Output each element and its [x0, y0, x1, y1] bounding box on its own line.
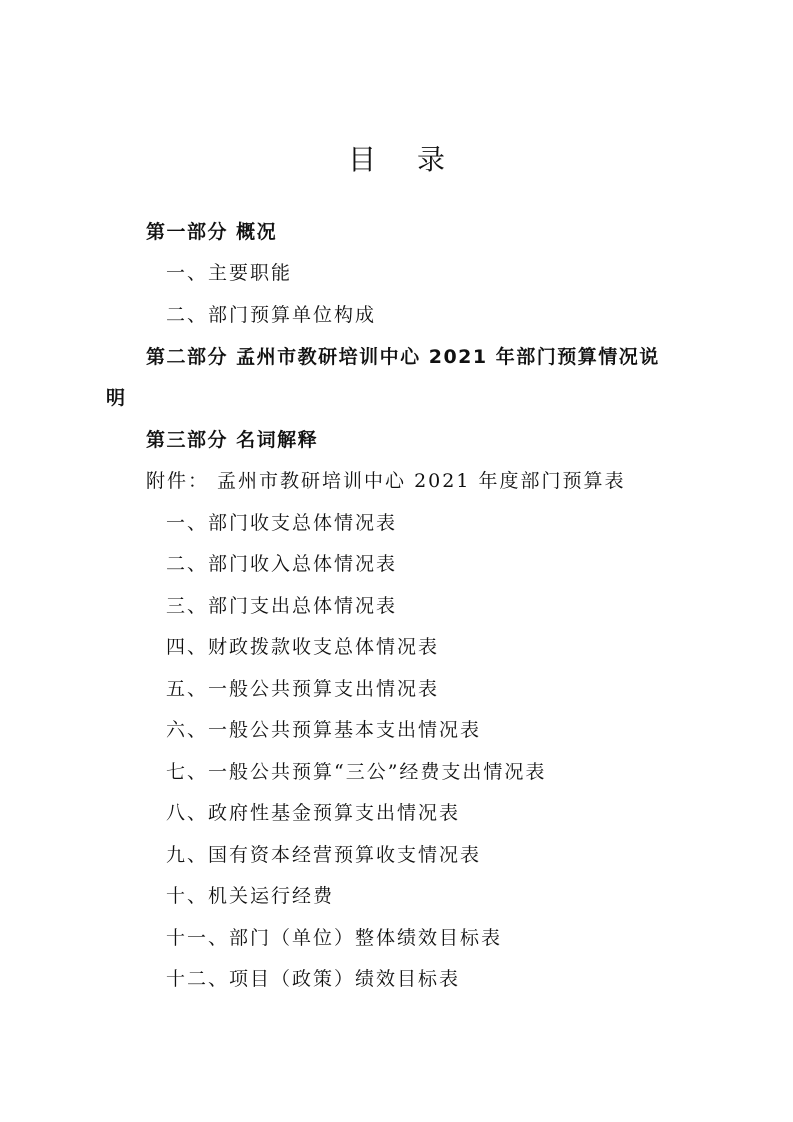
page-title: 目 录 — [348, 143, 461, 176]
toc-item: 十一、部门（单位）整体绩效目标表 — [166, 927, 503, 949]
toc-item: 十、机关运行经费 — [166, 885, 335, 907]
toc-item: 六、一般公共预算基本支出情况表 — [166, 719, 482, 741]
toc-item: 八、政府性基金预算支出情况表 — [166, 802, 461, 824]
toc-item: 三、部门支出总体情况表 — [166, 595, 398, 617]
toc-item: 七、一般公共预算“三公”经费支出情况表 — [166, 761, 547, 783]
part3-heading: 第三部分 名词解释 — [146, 429, 319, 451]
toc-item: 一、部门收支总体情况表 — [166, 512, 398, 534]
part1-heading: 第一部分 概况 — [146, 221, 278, 243]
toc-item: 九、国有资本经营预算收支情况表 — [166, 844, 482, 866]
toc-item: 十二、项目（政策）绩效目标表 — [166, 968, 461, 990]
toc-item: 五、一般公共预算支出情况表 — [166, 678, 440, 700]
attachment-heading: 附件： 孟州市教研培训中心 2021 年度部门预算表 — [146, 470, 626, 492]
toc-item: 一、主要职能 — [166, 262, 293, 284]
toc-item: 四、财政拨款收支总体情况表 — [166, 636, 440, 658]
toc-item: 二、部门预算单位构成 — [166, 304, 377, 326]
part2-heading: 第二部分 孟州市教研培训中心 2021 年部门预算情况说 — [146, 346, 660, 368]
toc-item: 二、部门收入总体情况表 — [166, 553, 398, 575]
part2-heading-continuation: 明 — [106, 387, 127, 409]
